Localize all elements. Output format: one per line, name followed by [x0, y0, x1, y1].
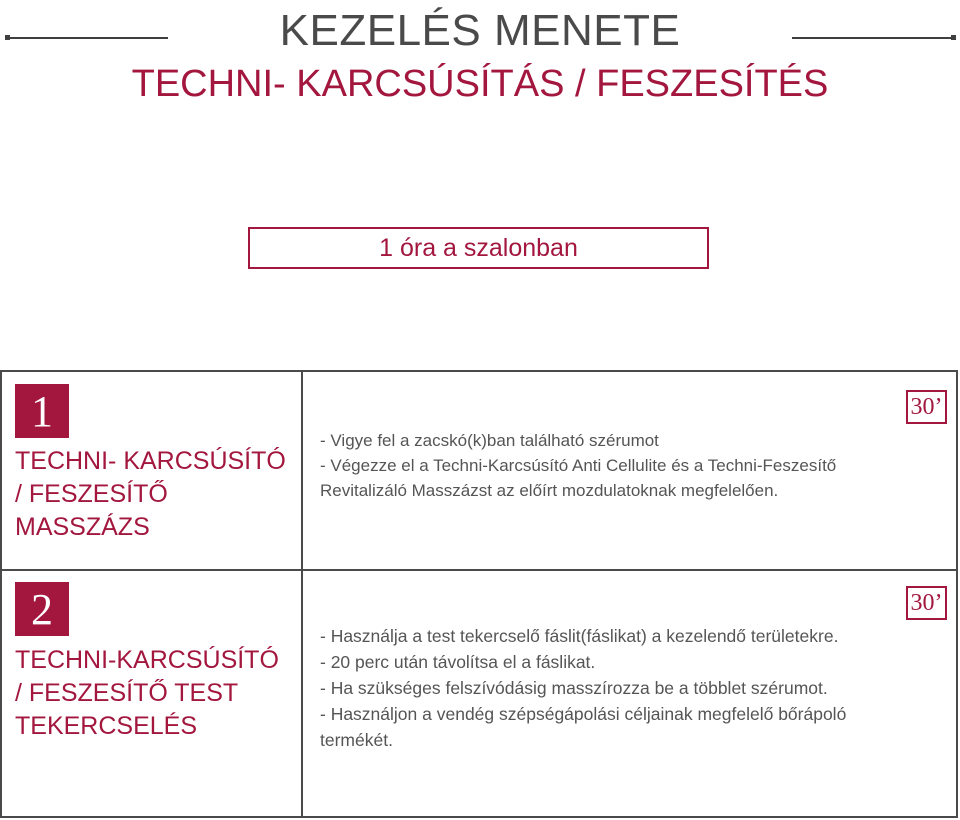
step-2-instructions: [320, 623, 846, 753]
treatment-steps-table: [0, 370, 958, 818]
instruction-line: - Végezze el a Techni-Karcsúsító Anti Cellulite és a Techni-Feszesítő: [320, 456, 837, 475]
step-2-title-line: TECHNI-KARCSÚSÍTÓ: [15, 646, 279, 674]
instruction-line: - Használjon a vendég szépségápolási céljainak megfelelő bőrápoló: [320, 704, 847, 724]
row-divider: [2, 569, 956, 571]
step-2-duration: 30’: [906, 586, 947, 620]
step-2-title: [15, 644, 300, 743]
page-subtitle: TECHNI- KARCSÚSÍTÁS / FESZESÍTÉS: [131, 63, 829, 105]
step-1-number: 1: [15, 384, 69, 438]
step-1-duration: 30’: [906, 390, 947, 424]
instruction-line: - 20 perc után távolítsa el a fáslikat.: [320, 652, 596, 672]
step-1-instructions: [320, 428, 836, 503]
instruction-line: termékét.: [320, 730, 393, 750]
page-title: KEZELÉS MENETE: [279, 6, 681, 55]
step-2-number: 2: [15, 582, 69, 636]
instruction-line: Revitalizáló Masszázst az előírt mozdulatoknak megfelelően.: [320, 481, 779, 500]
instruction-line: - Használja a test tekercselő fáslit(fáslikat) a kezelendő területekre.: [320, 626, 839, 646]
step-2-title-line: / FESZESÍTŐ TEST: [15, 679, 239, 707]
step-1-title-line: MASSZÁZS: [15, 513, 150, 541]
instruction-line: - Vigye fel a zacskó(k)ban található szérumot: [320, 431, 659, 450]
step-2-title-line: TEKERCSELÉS: [15, 712, 198, 740]
instruction-line: - Ha szükséges felszívódásig masszírozza be a többlet szérumot.: [320, 678, 828, 698]
step-1-title-line: TECHNI- KARCSÚSÍTÓ: [15, 447, 286, 475]
step-1-title: [15, 445, 300, 544]
step-1-title-line: / FESZESÍTŐ: [15, 480, 168, 508]
column-divider: [301, 372, 303, 816]
session-duration-box: 1 óra a szalonban: [248, 227, 709, 269]
